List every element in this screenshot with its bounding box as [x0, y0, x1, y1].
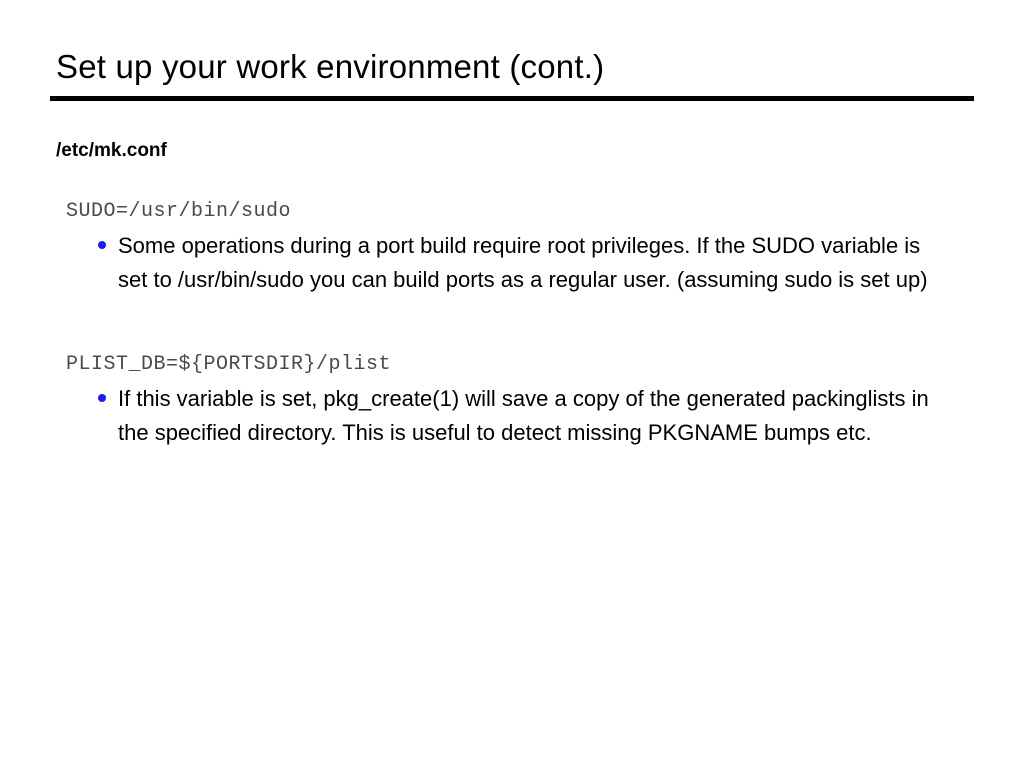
- bullet-dot-icon: [98, 394, 106, 402]
- config-block-sudo: [56, 200, 976, 297]
- slide-content: [56, 140, 976, 480]
- block-spacer: [56, 327, 976, 353]
- code-line-plist-db: PLIST_DB=${PORTSDIR}/plist: [66, 353, 392, 376]
- page-title: Set up your work environment (cont.): [56, 48, 605, 85]
- bullet-text-sudo: Some operations during a port build require root privileges. If the SUDO variable is set to /usr/bin/sudo you can build ports as a regular user. (assuming sudo is set up): [118, 233, 928, 292]
- config-block-plist-db: [56, 353, 976, 450]
- section-heading: /etc/mk.conf: [56, 140, 167, 161]
- list-item: [98, 382, 976, 450]
- bullet-text-plist-db: If this variable is set, pkg_create(1) will save a copy of the generated packinglists in the specified directory. This is useful to detect missing PKGNAME bumps etc.: [118, 386, 929, 445]
- code-line-sudo: SUDO=/usr/bin/sudo: [66, 200, 292, 223]
- list-item: [98, 229, 976, 297]
- title-divider: [50, 96, 974, 101]
- bullet-dot-icon: [98, 241, 106, 249]
